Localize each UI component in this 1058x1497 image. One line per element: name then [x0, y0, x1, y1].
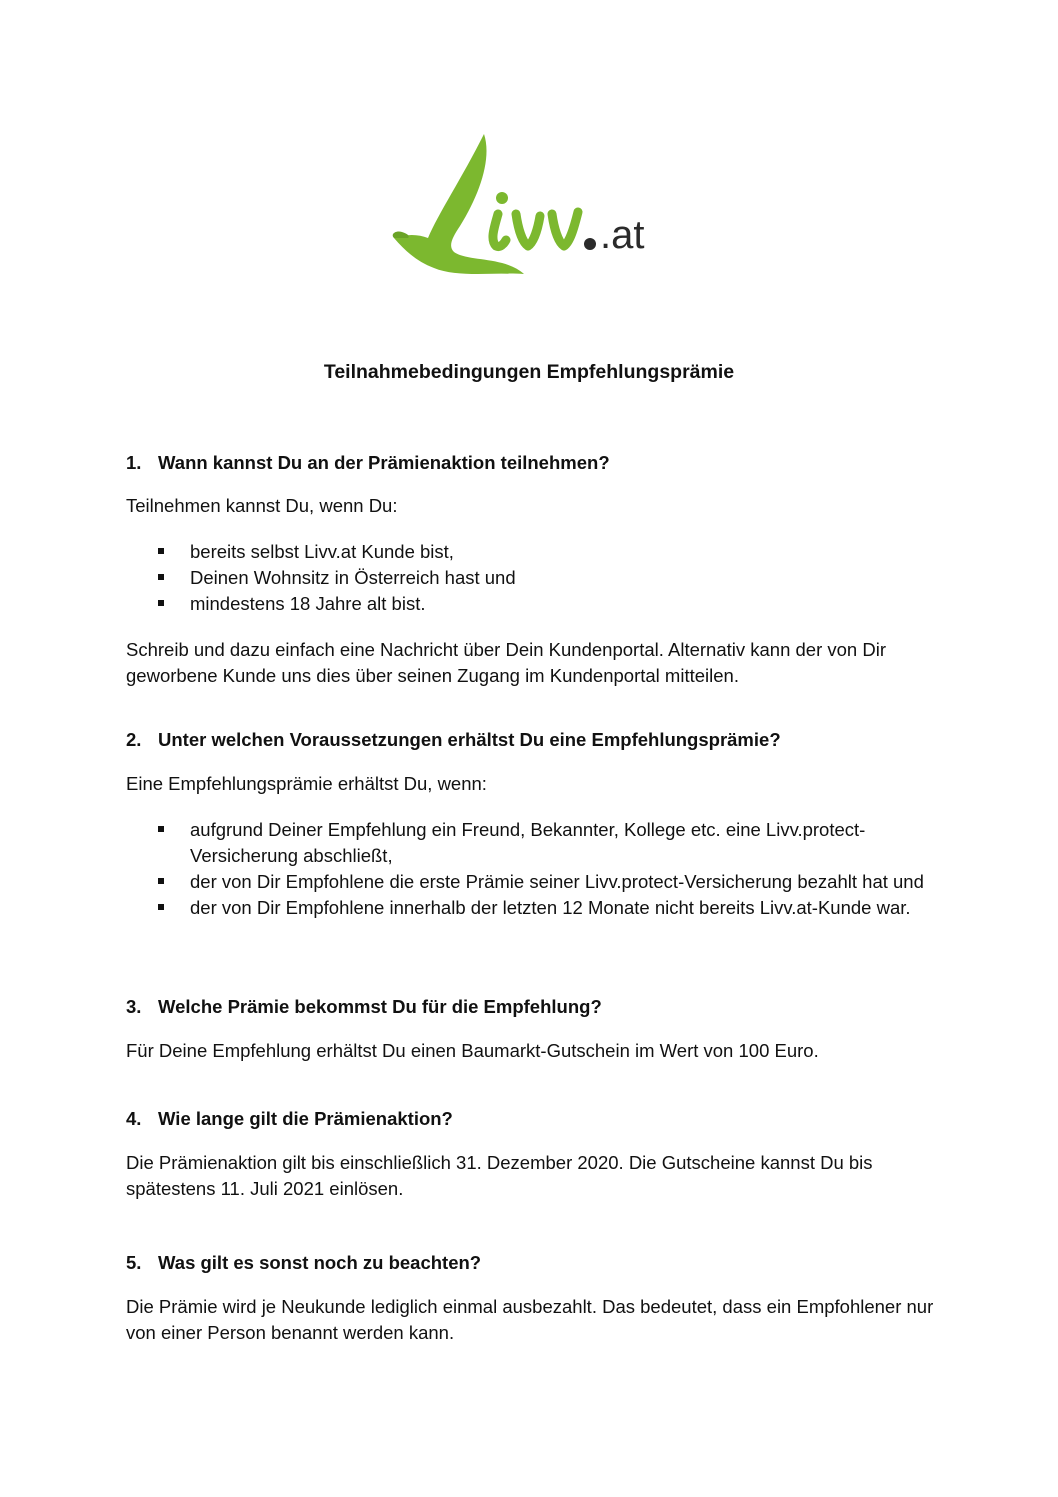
section-intro: Die Prämie wird je Neukunde lediglich einmal ausbezahlt. Das bedeutet, dass ein Empfohlener nur von einer Person benannt werden kann.: [126, 1296, 934, 1343]
bullet-list: [126, 539, 941, 617]
section-heading: [126, 1250, 941, 1276]
section-4: [126, 1106, 941, 1202]
section-heading-text: Wann kannst Du an der Prämienaktion teilnehmen?: [158, 452, 610, 473]
section-intro: Eine Empfehlungsprämie erhältst Du, wenn:: [126, 773, 487, 794]
bullet-square-icon: [158, 574, 164, 580]
section-heading: [126, 994, 941, 1020]
list-item: mindestens 18 Jahre alt bist.: [126, 591, 941, 617]
bullet-square-icon: [158, 548, 164, 554]
section-heading: [126, 450, 941, 476]
section-intro: Die Prämienaktion gilt bis einschließlich 31. Dezember 2020. Die Gutscheine kannst Du bis spätestens 11. Juli 2021 einlösen.: [126, 1152, 873, 1199]
section-heading: [126, 727, 941, 753]
section-5: [126, 1250, 941, 1346]
section-1: [126, 450, 941, 689]
livv-logo-graphic: [388, 128, 678, 288]
bullet-square-icon: [158, 600, 164, 606]
livv-logo: [388, 128, 678, 288]
list-item: der von Dir Empfohlene die erste Prämie seiner Livv.protect-Versicherung bezahlt hat und: [126, 869, 941, 895]
bullet-square-icon: [158, 904, 164, 910]
section-2: [126, 727, 941, 921]
list-item: bereits selbst Livv.at Kunde bist,: [126, 539, 941, 565]
section-heading-text: Unter welchen Voraussetzungen erhältst Du eine Empfehlungsprämie?: [158, 729, 781, 750]
section-number: 4.: [126, 1108, 142, 1129]
section-heading-text: Welche Prämie bekommst Du für die Empfehlung?: [158, 996, 602, 1017]
section-heading-text: Wie lange gilt die Prämienaktion?: [158, 1108, 453, 1129]
section-number: 5.: [126, 1252, 142, 1273]
section-number: 3.: [126, 996, 142, 1017]
list-item: der von Dir Empfohlene innerhalb der letzten 12 Monate nicht bereits Livv.at-Kunde war.: [126, 895, 941, 921]
section-intro: Teilnehmen kannst Du, wenn Du:: [126, 495, 398, 516]
section-outro: Schreib und dazu einfach eine Nachricht über Dein Kundenportal. Alternativ kann der von Dir geworbene Kunde uns dies über seinen Zugang im Kundenportal mitteilen.: [126, 639, 886, 686]
section-heading: [126, 1106, 941, 1132]
list-item: aufgrund Deiner Empfehlung ein Freund, Bekannter, Kollege etc. eine Livv.protect-Versicherung abschließt,: [126, 817, 941, 869]
bullet-square-icon: [158, 826, 164, 832]
list-item: Deinen Wohnsitz in Österreich hast und: [126, 565, 941, 591]
section-intro: Für Deine Empfehlung erhältst Du einen Baumarkt-Gutschein im Wert von 100 Euro.: [126, 1040, 819, 1061]
bullet-square-icon: [158, 878, 164, 884]
svg-text:.at: .at: [600, 213, 645, 257]
section-number: 1.: [126, 452, 142, 473]
section-number: 2.: [126, 729, 142, 750]
bullet-list: [126, 817, 941, 921]
section-heading-text: Was gilt es sonst noch zu beachten?: [158, 1252, 482, 1273]
document-title: Teilnahmebedingungen Empfehlungsprämie: [323, 361, 735, 383]
section-3: [126, 994, 941, 1064]
